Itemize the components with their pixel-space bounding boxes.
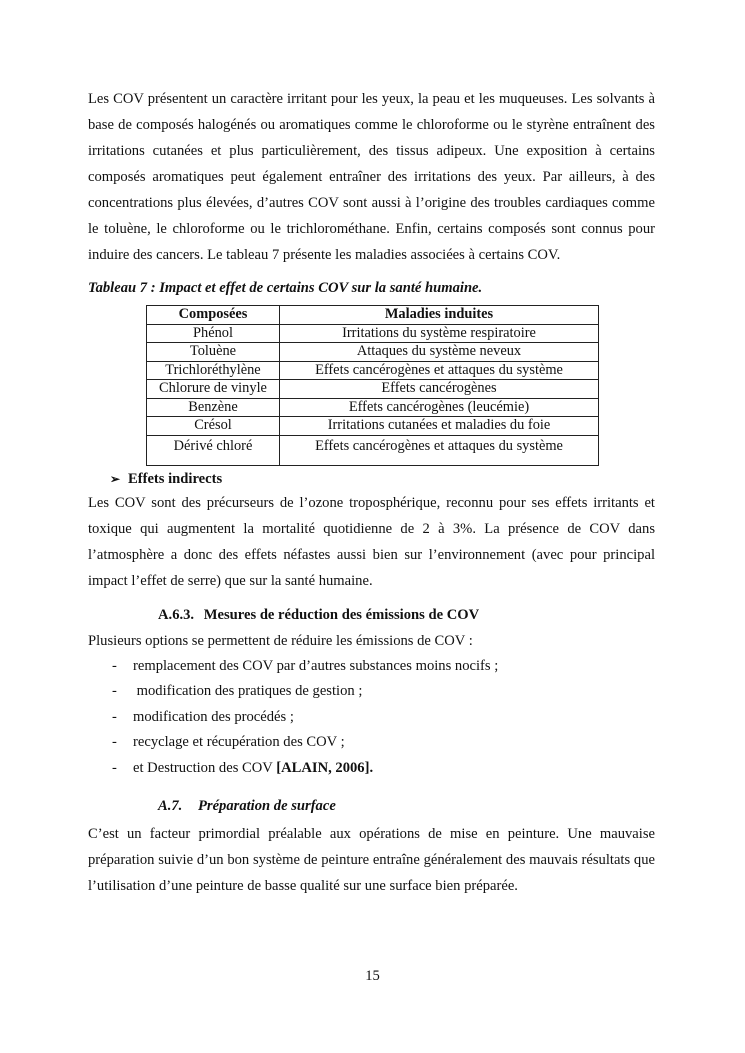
list-item-text [133,756,373,782]
compound-cell: Crésol [147,417,280,436]
table-row [147,324,599,343]
section-a63-intro: Plusieurs options se permettent de réduire les émissions de COV : [88,632,473,649]
dash-marker: - [112,657,117,674]
section-a7-paragraph: C’est un facteur primordial préalable aux opérations de mise en peinture. Une mauvaise préparation suivie d’un bon système de peinture entraîne généralement des mauvais résultats que l’utilisation d’une peinture de basse qualité sur une surface bien préparée. [88,826,655,894]
reduction-options-list [88,654,655,782]
effets-indirects-title: Effets indirects [128,470,223,487]
compound-cell: Dérivé chloré [147,435,280,465]
last-item-text: et Destruction des COV [133,759,277,776]
section-a7-number: A.7. [158,798,183,814]
list-item [88,730,655,756]
disease-cell: Attaques du système neveux [280,343,599,362]
disease-cell: Effets cancérogènes (leucémie) [280,398,599,417]
effets-indirects-paragraph: Les COV sont des précurseurs de l’ozone troposphérique, reconnu pour ses effets irritants et toxique qui augmentent la mortalité quotidienne de 2 à 3%. La présence de COV dans l’atmosphère a donc des effets néfastes aussi bien sur l’environnement (avec pour principal impact l’effet de serre) que sur la santé humaine. [88,494,655,589]
header-diseases: Maladies induites [280,306,599,325]
arrow-bullet-icon: ➢ [110,471,121,486]
disease-cell: Effets cancérogènes et attaques du système [280,361,599,380]
table-row [147,380,599,399]
dash-marker: - [112,683,117,699]
disease-cell: Irritations du système respiratoire [280,324,599,343]
table-row [147,435,599,465]
disease-cell: Irritations cutanées et maladies du foie [280,417,599,436]
list-item [88,679,655,705]
section-a63-number: A.6.3. [158,606,195,623]
header-compounds: Composées [147,306,280,325]
table-header-row [147,306,599,325]
section-a7-title: Préparation de surface [197,798,336,814]
table-row [147,361,599,380]
list-item [88,705,655,731]
compound-cell: Toluène [147,343,280,362]
compound-cell: Trichloréthylène [147,361,280,380]
list-item [88,756,655,782]
section-a63-heading [158,602,655,628]
disease-cell: Effets cancérogènes [280,380,599,399]
compound-cell: Phénol [147,324,280,343]
document-page [88,86,655,899]
page-number: 15 [365,968,380,984]
table-row [147,343,599,362]
list-item-text: remplacement des COV par d’autres substances moins nocifs ; [133,657,499,674]
table-row [147,417,599,436]
citation: [ALAIN, 2006]. [276,759,374,776]
dash-marker: - [112,734,117,750]
list-item [88,654,655,680]
compound-cell: Benzène [147,398,280,417]
section-a7-heading [158,793,655,819]
table-row [147,398,599,417]
intro-paragraph: Les COV présentent un caractère irritant pour les yeux, la peau et les muqueuses. Les solvants à base de composés halogénés ou aromatiques comme le chloroforme ou le styrène entraînent des irritations cutanées et plus particulièrement, des tissus adipeux. Une exposition à certains composés aromatiques peut également entraîner des irritations des yeux. Par ailleurs, à des concentrations plus élevées, d’autres COV sont aussi à l’origine des troubles cardiaques comme le toluène, le chloroforme ou le trichlorométhane. Enfin, certains composés sont connus pour induire des cancers. Le tableau 7 présente les maladies associées à certains COV. [88,91,655,263]
dash-marker: - [112,759,117,776]
section-a63-title: Mesures de réduction des émissions de COV [203,606,480,623]
list-item-text: modification des procédés ; [133,708,294,725]
dash-marker: - [112,708,117,725]
list-item-text: recyclage et récupération des COV ; [133,734,345,750]
list-item-text: modification des pratiques de gestion ; [133,683,363,699]
effets-indirects-heading [110,468,655,490]
health-effects-table [146,305,599,466]
table-caption: Tableau 7 : Impact et effet de certains COV sur la santé humaine. [88,280,483,296]
compound-cell: Chlorure de vinyle [147,380,280,399]
disease-cell: Effets cancérogènes et attaques du système [280,435,599,465]
